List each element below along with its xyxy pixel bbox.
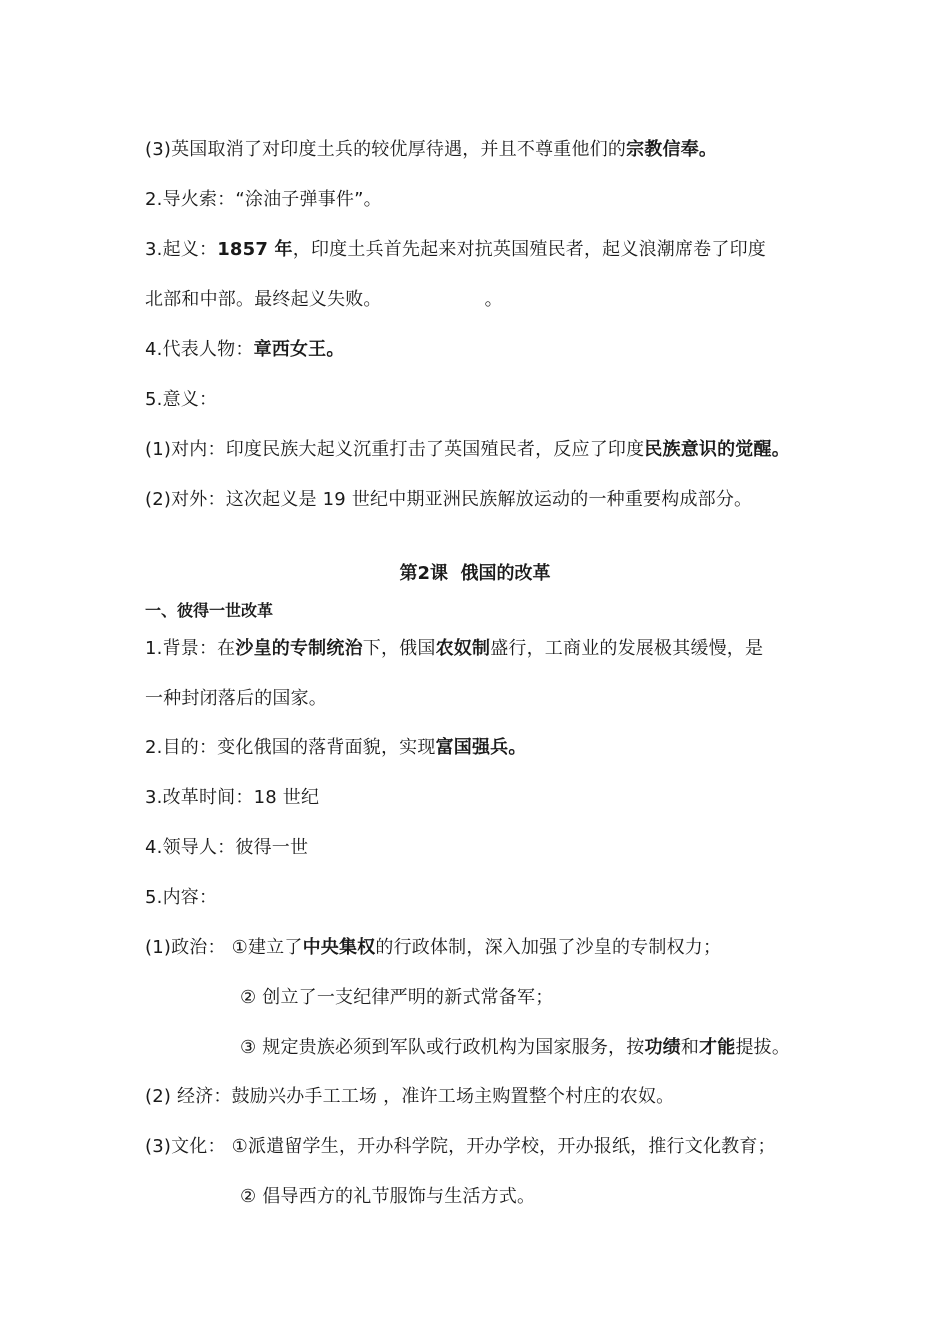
politics-line-2: ② 创立了一支纪律严明的新式常备军；: [240, 987, 554, 1008]
bold-text: 富国强兵: [435, 737, 509, 758]
section-heading: 一、彼得一世改革: [145, 601, 274, 620]
lesson-title: 第2课 俄国的改革: [399, 563, 551, 584]
time-line: 3.改革时间：18 世纪: [145, 787, 320, 808]
text: 3.起义：: [145, 239, 218, 260]
cause-3-line: [145, 138, 717, 162]
trigger-line: 2.导火索：“涂油子弹事件”。: [145, 189, 382, 210]
internal-line: [145, 438, 790, 462]
bold-text: 农奴制: [435, 638, 491, 659]
text: ，印度土兵首先起来对抗英国殖民者，起义浪潮席卷了印度: [292, 239, 766, 260]
text: 和: [680, 1037, 700, 1058]
meaning-line: 5.意义：: [145, 389, 218, 410]
culture-line-1: (3)文化： ①派遣留学生，开办科学院，开办学校，开办报纸，推行文化教育；: [145, 1136, 776, 1157]
politics-line-3: [240, 1036, 790, 1060]
leader-line: 4.领导人：彼得一世: [145, 837, 309, 858]
text: (1)对内：印度民族大起义沉重打击了英国殖民者，反应了印度: [145, 439, 645, 460]
background-line-2: 一种封闭落后的国家。: [145, 688, 327, 709]
text: 盛行，工商业的发展极其缓慢，是: [490, 638, 764, 659]
punct: 。: [698, 139, 718, 160]
content-line: 5.内容：: [145, 887, 218, 908]
bold-text: 才能: [699, 1037, 736, 1058]
external-line: (2)对外：这次起义是 19 世纪中期亚洲民族解放运动的一种重要构成部分。: [145, 489, 753, 510]
text: 北部和中部。最终起义失败。: [145, 289, 373, 310]
figure-line: [145, 338, 345, 362]
goal-line: [145, 736, 527, 760]
culture-line-2: ② 倡导西方的礼节服饰与生活方式。: [240, 1186, 536, 1207]
background-line-1: [145, 637, 763, 661]
punct: 。: [508, 737, 527, 758]
bold-text: 中央集权: [302, 937, 376, 958]
bold-year: 1857 年: [217, 239, 293, 260]
text: ③ 规定贵族必须到军队或行政机构为国家服务，按: [240, 1037, 645, 1058]
uprising-line-1: [145, 238, 766, 262]
punct: 。: [771, 439, 790, 460]
politics-line-1: [145, 936, 721, 960]
bold-text: 沙皇的专制统治: [235, 638, 363, 659]
bold-text: 功绩: [644, 1037, 681, 1058]
stray-punct: 。: [484, 289, 503, 310]
uprising-line-2: [145, 288, 503, 312]
economy-line: (2) 经济：鼓励兴办手工工场 ，准许工场主购置整个村庄的农奴。: [145, 1086, 675, 1107]
text: 下，俄国: [362, 638, 436, 659]
bold-text: 民族意识的觉醒: [644, 439, 772, 460]
text: 4.代表人物：: [145, 339, 254, 360]
text: (1)政治： ①建立了: [145, 937, 303, 958]
text: (3)英国取消了对印度土兵的较优厚待遇，并且不尊重他们的: [145, 139, 627, 160]
bold-text: 宗教信奉: [626, 139, 699, 160]
bold-text: 章西女王: [253, 339, 327, 360]
text: 2.目的：变化俄国的落背面貌，实现: [145, 737, 436, 758]
text: 提拔。: [735, 1037, 791, 1058]
text: 1.背景：在: [145, 638, 236, 659]
punct: 。: [326, 339, 345, 360]
text: 的行政体制，深入加强了沙皇的专制权力；: [375, 937, 722, 958]
